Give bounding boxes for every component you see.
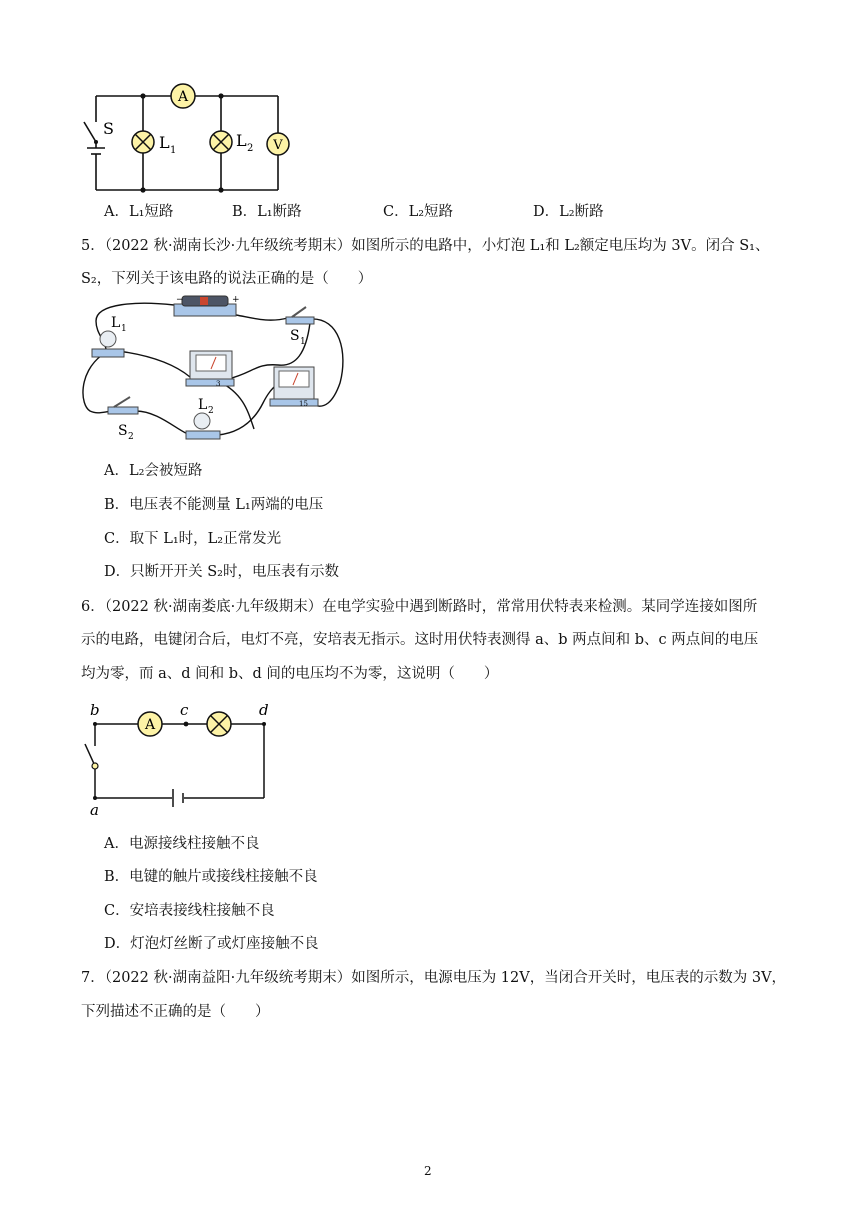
q6-question-line-1: 6．（2022 秋·湖南娄底·九年级期末）在电学实验中遇到断路时，常常用伏特表来检测。某同学连接如图所	[81, 599, 758, 615]
svg-text:1: 1	[300, 337, 306, 347]
q5-question-line-2: S₂，下列关于该电路的说法正确的是（ ）	[81, 271, 373, 287]
q4-option-a[interactable]: A．L₁短路	[104, 204, 174, 220]
q6-option-c[interactable]: C．安培表接线柱接触不良	[104, 903, 275, 919]
q5-option-c[interactable]: C．取下 L₁时，L₂正常发光	[104, 531, 282, 547]
svg-text:A: A	[177, 89, 189, 105]
svg-text:2: 2	[128, 432, 134, 442]
q4-option-b[interactable]: B．L₁断路	[232, 204, 302, 220]
lamp-symbol	[207, 712, 231, 736]
q5-circuit-figure	[78, 293, 350, 443]
q5-option-b[interactable]: B．电压表不能测量 L₁两端的电压	[104, 497, 324, 513]
q5-question-line-1: 5．（2022 秋·湖南长沙·九年级统考期末）如图所示的电路中，小灯泡 L₁和 L₂额定电压均为 3V。闭合 S₁、	[81, 238, 770, 254]
svg-text:15: 15	[299, 400, 308, 408]
q6-question-line-2: 示的电路，电键闭合后，电灯不亮，安培表无指示。这时用伏特表测得 a、b 两点间和 b、c 两点间的电压	[81, 632, 759, 648]
svg-text:+: +	[232, 295, 240, 305]
svg-text:L: L	[159, 133, 170, 152]
svg-text:d: d	[259, 701, 269, 719]
q7-question-line-2: 下列描述不正确的是（ ）	[81, 1004, 270, 1020]
svg-text:S: S	[118, 423, 128, 439]
svg-text:3: 3	[216, 380, 221, 388]
q4-option-d[interactable]: D．L₂断路	[533, 204, 604, 220]
svg-text:b: b	[90, 701, 100, 719]
svg-text:L: L	[111, 315, 121, 331]
q6-option-d[interactable]: D．灯泡灯丝断了或灯座接触不良	[104, 936, 319, 952]
svg-text:2: 2	[247, 143, 254, 154]
q7-question-line-1: 7．（2022 秋·湖南益阳·九年级统考期末）如图所示，电源电压为 12V，当闭合开关时，电压表的示数为 3V，	[81, 970, 787, 986]
svg-text:A: A	[144, 717, 156, 733]
q5-option-d[interactable]: D．只断开开关 S₂时，电压表有示数	[104, 564, 339, 580]
svg-text:L: L	[236, 131, 247, 150]
q5-option-a[interactable]: A．L₂会被短路	[104, 463, 203, 479]
lamp-l2-symbol	[210, 131, 232, 153]
q6-option-b[interactable]: B．电键的触片或接线柱接触不良	[104, 869, 318, 885]
svg-text:1: 1	[170, 145, 177, 156]
svg-text:2: 2	[208, 406, 214, 416]
q4-option-c[interactable]: C．L₂短路	[383, 204, 454, 220]
svg-text:1: 1	[121, 324, 127, 334]
lamp-l1-symbol	[132, 131, 154, 153]
svg-text:V: V	[273, 138, 283, 153]
svg-text:−: −	[176, 295, 184, 305]
svg-text:S: S	[103, 119, 114, 138]
q6-circuit-figure	[80, 698, 280, 820]
svg-text:S: S	[290, 328, 300, 344]
svg-text:c: c	[180, 701, 189, 719]
q6-option-a[interactable]: A．电源接线柱接触不良	[104, 836, 260, 852]
q4-circuit-figure	[70, 80, 300, 195]
svg-text:a: a	[90, 801, 99, 819]
svg-text:L: L	[198, 397, 208, 413]
q6-question-line-3: 均为零，而 a、d 间和 b、d 间的电压均不为零，这说明（ ）	[81, 666, 499, 682]
page-number: 2	[424, 1164, 432, 1178]
